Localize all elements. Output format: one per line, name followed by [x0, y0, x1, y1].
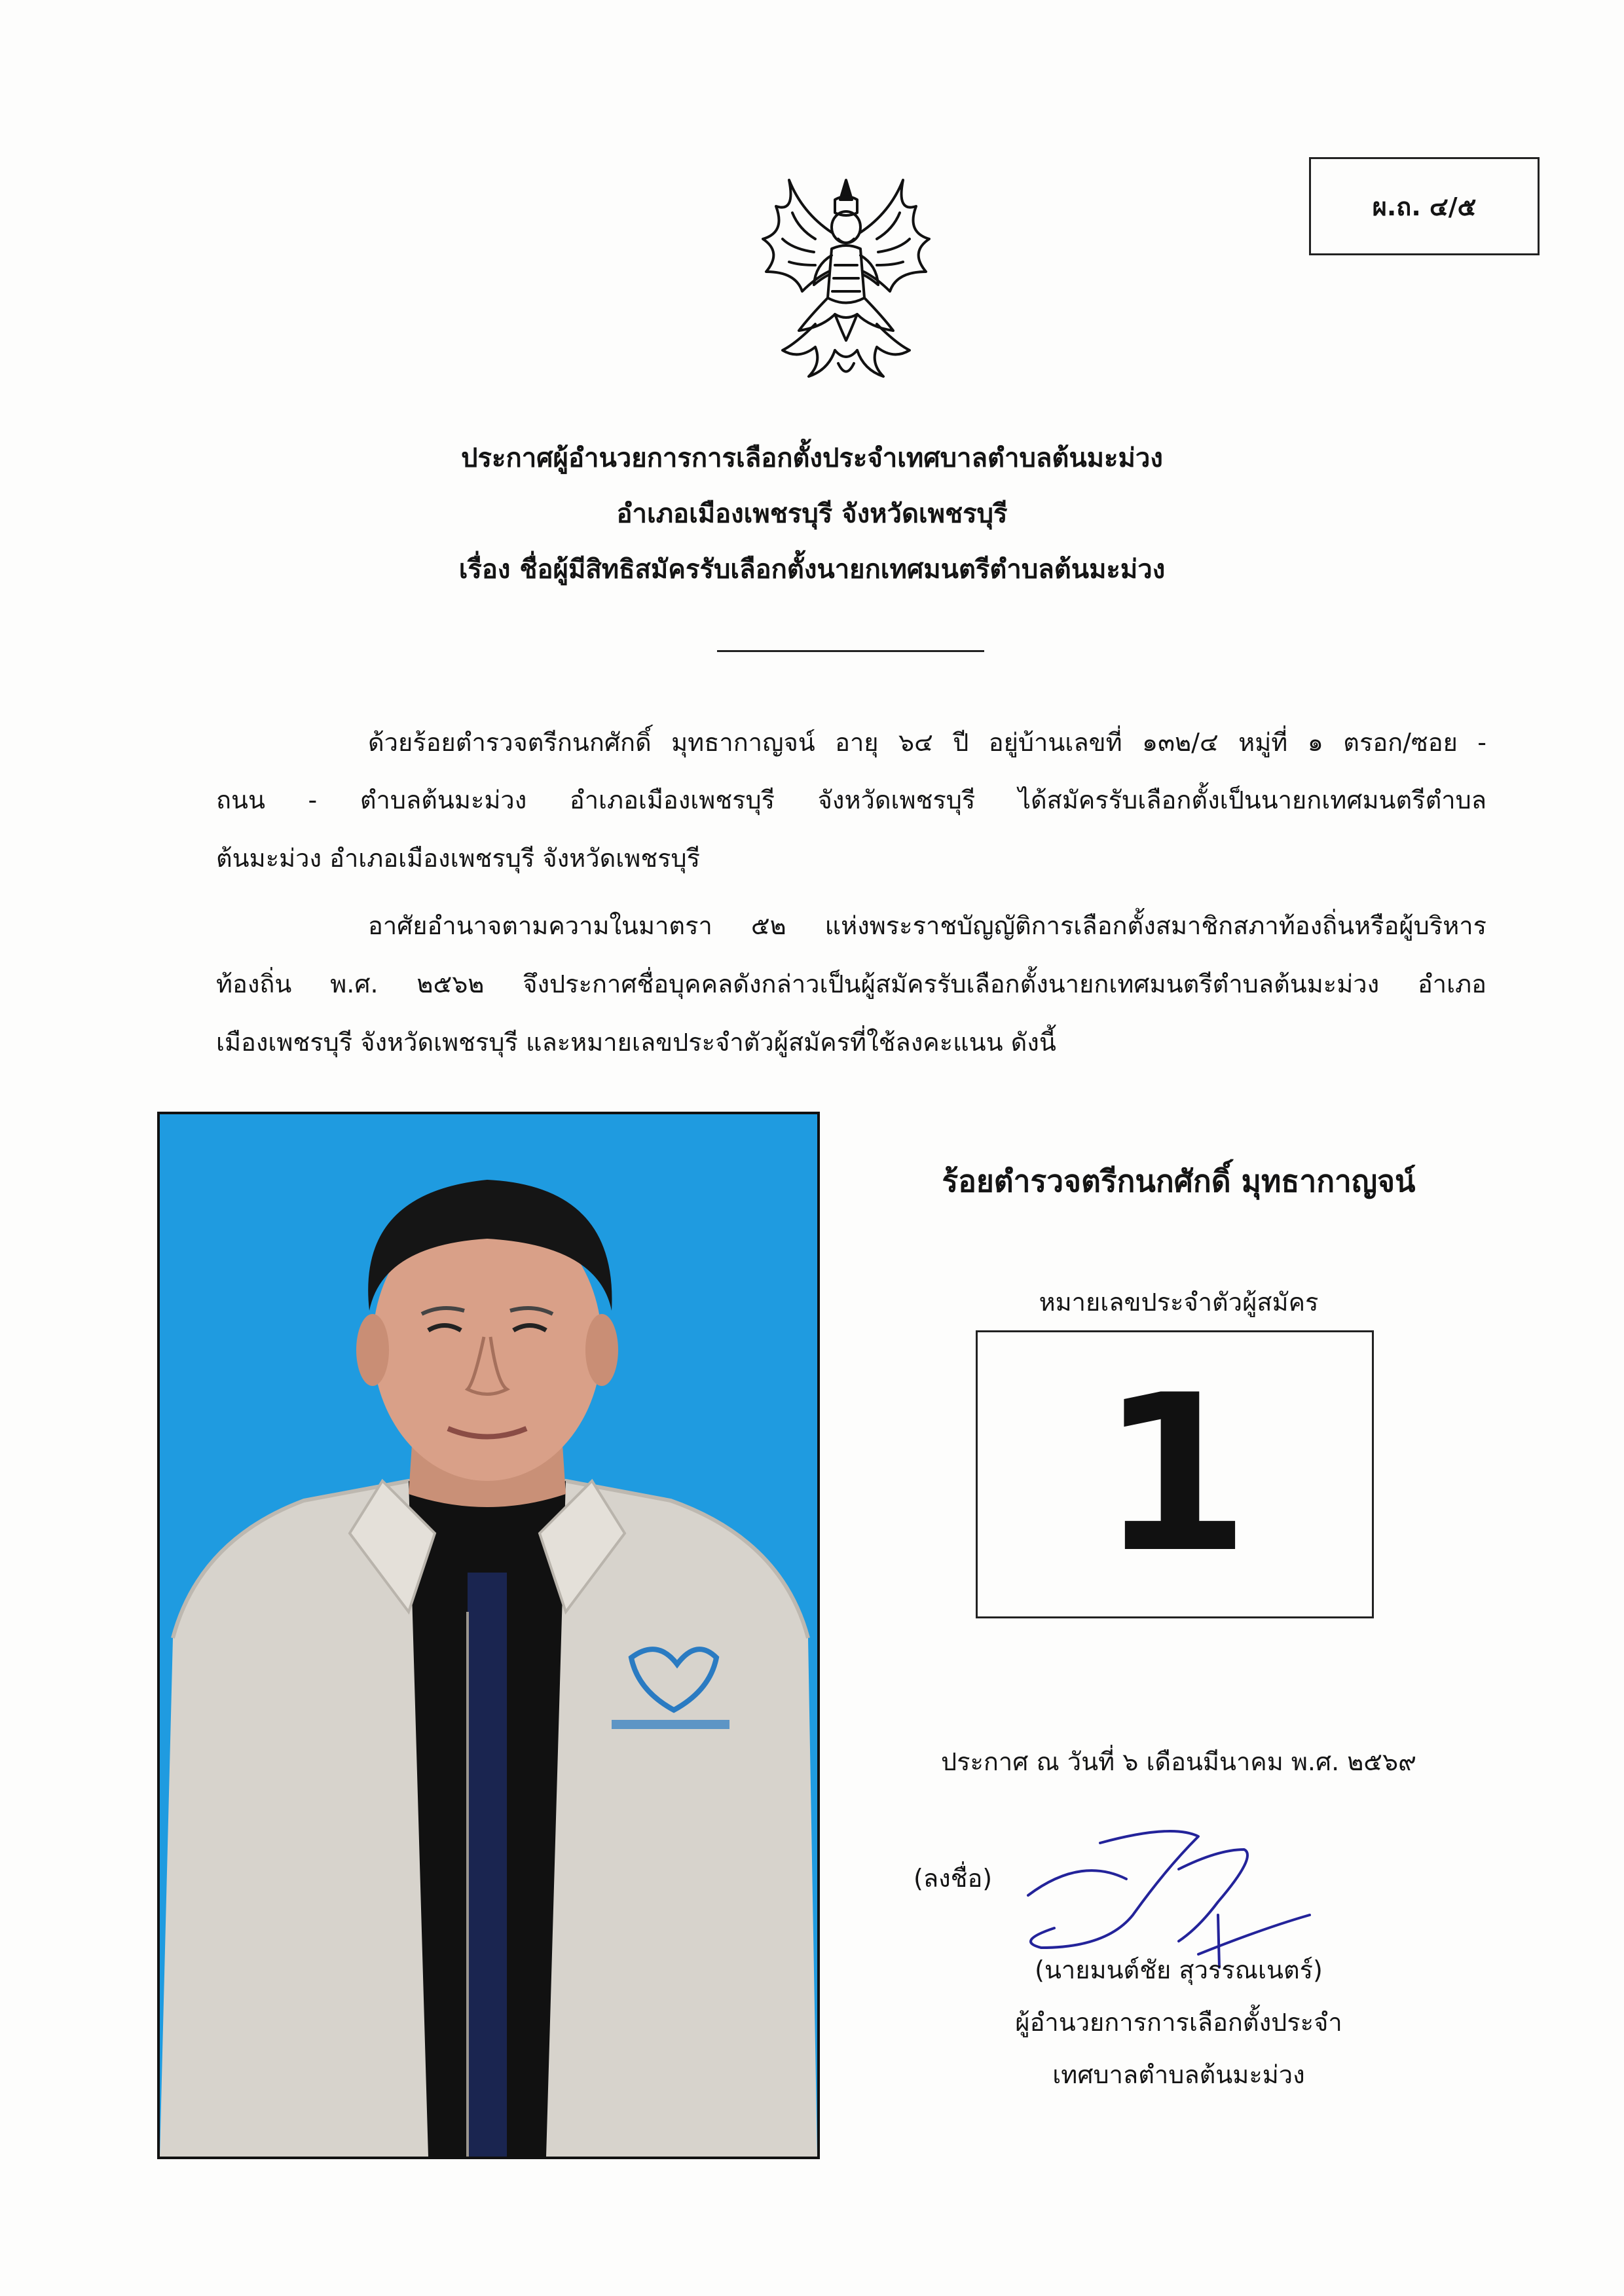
paragraph2-line2: ท้องถิ่น พ.ศ. ๒๕๖๒ จึงประกาศชื่อบุคคลดังกล่าวเป็นผู้สมัครรับเลือกตั้งนายกเทศมนตรีตำบลต้นมะม่วง อำเภอ: [216, 970, 1486, 998]
garuda-emblem-icon: [737, 167, 956, 383]
heading-divider: [717, 650, 984, 652]
paragraph1-line3: ต้นมะม่วง อำเภอเมืองเพชรบุรี จังหวัดเพชรบุรี: [216, 844, 701, 873]
announcement-date: ประกาศ ณ วันที่ ๖ เดือนมีนาคม พ.ศ. ๒๕๖๙: [940, 1747, 1416, 1776]
paragraph2-line1: อาศัยอำนาจตามความในมาตรา ๕๒ แห่งพระราชบัญญัติการเลือกตั้งสมาชิกสภาท้องถิ่นหรือผู้บริหาร: [368, 911, 1486, 940]
signed-label: (ลงชื่อ): [913, 1864, 993, 1893]
heading-subject: เรื่อง ชื่อผู้มีสิทธิสมัครรับเลือกตั้งนายกเทศมนตรีตำบลต้นมะม่วง: [458, 555, 1166, 585]
paragraph1-line2: ถนน - ตำบลต้นมะม่วง อำเภอเมืองเพชรบุรี จังหวัดเพชรบุรี ได้สมัครรับเลือกตั้งเป็นนายกเทศมนตรีตำบล: [216, 786, 1486, 814]
form-code-box: [1309, 157, 1540, 255]
candidate-number-box: [976, 1330, 1374, 1618]
signer-position-line1: ผู้อำนวยการการเลือกตั้งประจำ: [1015, 2008, 1342, 2037]
candidate-number: 1: [1099, 1349, 1250, 1600]
form-code-text: ผ.ถ. ๔/๕: [1372, 192, 1477, 221]
heading-subtitle: อำเภอเมืองเพชรบุรี จังหวัดเพชรบุรี: [616, 499, 1008, 529]
signer-name: (นายมนต์ชัย สุวรรณเนตร์): [1035, 1956, 1323, 1984]
candidate-number-label: หมายเลขประจำตัวผู้สมัคร: [1039, 1288, 1319, 1317]
candidate-photo: [157, 1112, 820, 2159]
paragraph1-line1: ด้วยร้อยตำรวจตรีกนกศักดิ์ มุทธากาญจน์ อายุ ๖๔ ปี อยู่บ้านเลขที่ ๑๓๒/๔ หมู่ที่ ๑ ตรอก/ซอย -: [368, 728, 1486, 757]
heading-title: ประกาศผู้อำนวยการการเลือกตั้งประจำเทศบาลตำบลต้นมะม่วง: [461, 443, 1163, 473]
signer-position-line2: เทศบาลตำบลต้นมะม่วง: [1052, 2060, 1305, 2089]
paragraph2-line3: เมืองเพชรบุรี จังหวัดเพชรบุรี และหมายเลขประจำตัวผู้สมัครที่ใช้ลงคะแนน ดังนี้: [216, 1028, 1056, 1057]
candidate-name: ร้อยตำรวจตรีกนกศักดิ์ มุทธากาญจน์: [942, 1163, 1416, 1199]
